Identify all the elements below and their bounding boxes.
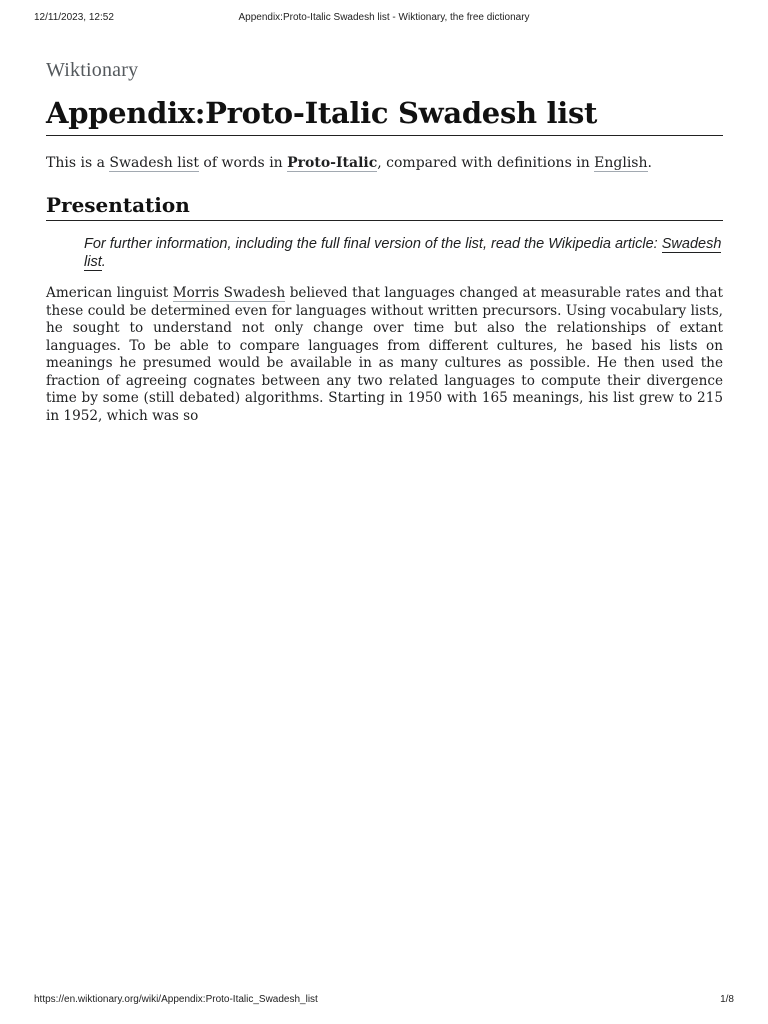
hatnote xyxy=(84,235,723,271)
english-link[interactable]: English xyxy=(594,155,648,171)
swadesh-list-link[interactable]: Swadesh list xyxy=(109,155,199,171)
proto-italic-link[interactable]: Proto-Italic xyxy=(287,155,378,171)
page-number: 1/8 xyxy=(720,994,734,1005)
wikipedia-swadesh-list-link[interactable]: Swadesh list xyxy=(84,236,722,270)
hatnote-end: . xyxy=(101,254,106,270)
main-content xyxy=(46,57,723,425)
intro-text-3: , compared with definitions in xyxy=(377,155,595,171)
print-document-title: Appendix:Proto-Italic Swadesh list - Wiktionary, the free dictionary xyxy=(238,12,530,23)
intro-text-4: . xyxy=(647,155,652,171)
intro-paragraph xyxy=(46,153,723,173)
print-date: 12/11/2023, 12:52 xyxy=(34,12,114,23)
page-url: https://en.wiktionary.org/wiki/Appendix:Proto-Italic_Swadesh_list xyxy=(34,994,318,1005)
intro-text-2: of words in xyxy=(198,155,288,171)
print-footer xyxy=(34,994,734,1008)
presentation-paragraph xyxy=(46,285,723,425)
intro-text-1: This is a xyxy=(46,155,110,171)
paragraph-rest: believed that languages changed at measurable rates and that these could be determined even for languages without written precursors. Using vocabulary lists, he sought to understand not only change over time but also the relationships of extant languages. To be able to compare languages from different cultures, he based his lists on meanings he presumed would be available in as many cultures as possible. He then used the fraction of agreeing cognates between any two related languages to compute their divergence time by some (still debated) algorithms. Starting in 1950 with 165 meanings, his list grew to 215 in 1952, which was so xyxy=(46,285,723,424)
print-header xyxy=(34,12,734,28)
paragraph-start: American linguist xyxy=(46,285,173,301)
site-wordmark[interactable]: Wiktionary xyxy=(46,59,139,81)
page-title: Appendix:Proto-Italic Swadesh list xyxy=(46,95,723,136)
hatnote-text: For further information, including the full final version of the list, read the Wikipedia article: xyxy=(84,236,662,252)
morris-swadesh-link[interactable]: Morris Swadesh xyxy=(172,285,286,301)
presentation-heading: Presentation xyxy=(46,192,723,221)
